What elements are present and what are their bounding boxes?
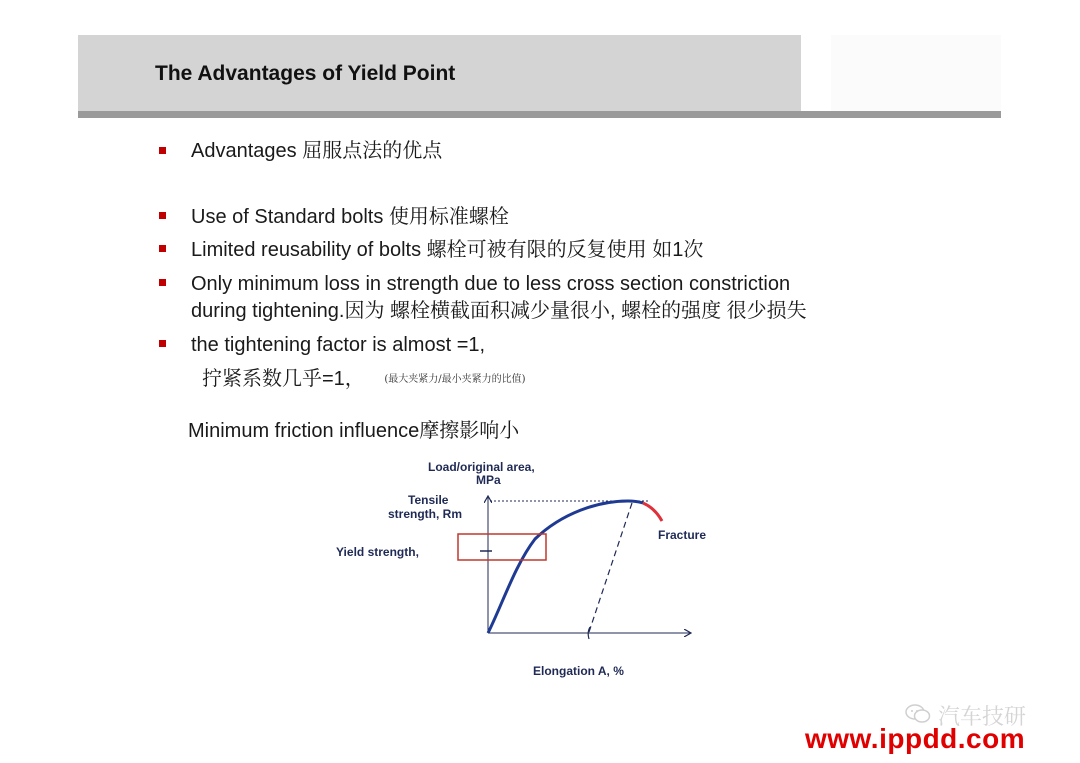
bullet-marker [159, 279, 166, 286]
bullet-strength-loss-cont: during tightening.因为 螺栓横截面积减少量很小, 螺栓的强度 很少损失 [191, 300, 807, 322]
fracture-label: Fracture [658, 528, 707, 542]
yield-box [458, 534, 546, 560]
bullet-marker [159, 340, 166, 347]
title-band-right [831, 35, 1001, 111]
tightening-factor-cn [202, 366, 526, 393]
fracture-segment [643, 503, 662, 521]
title-rule [78, 111, 1001, 118]
bullet-marker [159, 212, 166, 219]
bullet-standard-bolts: Use of Standard bolts 使用标准螺栓 [191, 206, 509, 228]
stress-strain-svg [330, 455, 730, 685]
friction-line: Minimum friction influence摩擦影响小 [188, 420, 520, 442]
bullet-strength-loss: Only minimum loss in strength due to less cross section constriction [191, 273, 791, 295]
tightening-factor-cn-text: 拧紧系数几乎=1， [202, 368, 365, 390]
stress-strain-curve [488, 501, 643, 633]
watermark-cn: 汽车技研 [938, 704, 1027, 729]
bullet-advantages: Advantages 屈服点法的优点 [191, 140, 443, 162]
watermark-url: www.ippdd.com [805, 723, 1026, 754]
y-axis-label-1: Load/original area, [428, 460, 535, 474]
bullet-marker [159, 245, 166, 252]
wechat-icon [905, 703, 931, 725]
y-axis-label-2: MPa [476, 473, 501, 487]
unloading-line [588, 503, 632, 635]
bullet-marker [159, 147, 166, 154]
yield-label: Yield strength, [336, 545, 419, 559]
stress-strain-diagram [330, 455, 730, 685]
tensile-label-1: Tensile [408, 493, 449, 507]
bullet-tightening-factor: the tightening factor is almost =1, [191, 334, 486, 356]
bullet-reusability: Limited reusability of bolts 螺栓可被有限的反复使用 如1次 [191, 239, 704, 261]
tightening-factor-note: (最大夹紧力/最小夹紧力的比值) [384, 374, 526, 386]
slide-title: The Advantages of Yield Point [155, 62, 456, 85]
x-axis-label: Elongation A, % [533, 664, 624, 678]
tensile-label-2: strength, Rm [388, 507, 463, 521]
